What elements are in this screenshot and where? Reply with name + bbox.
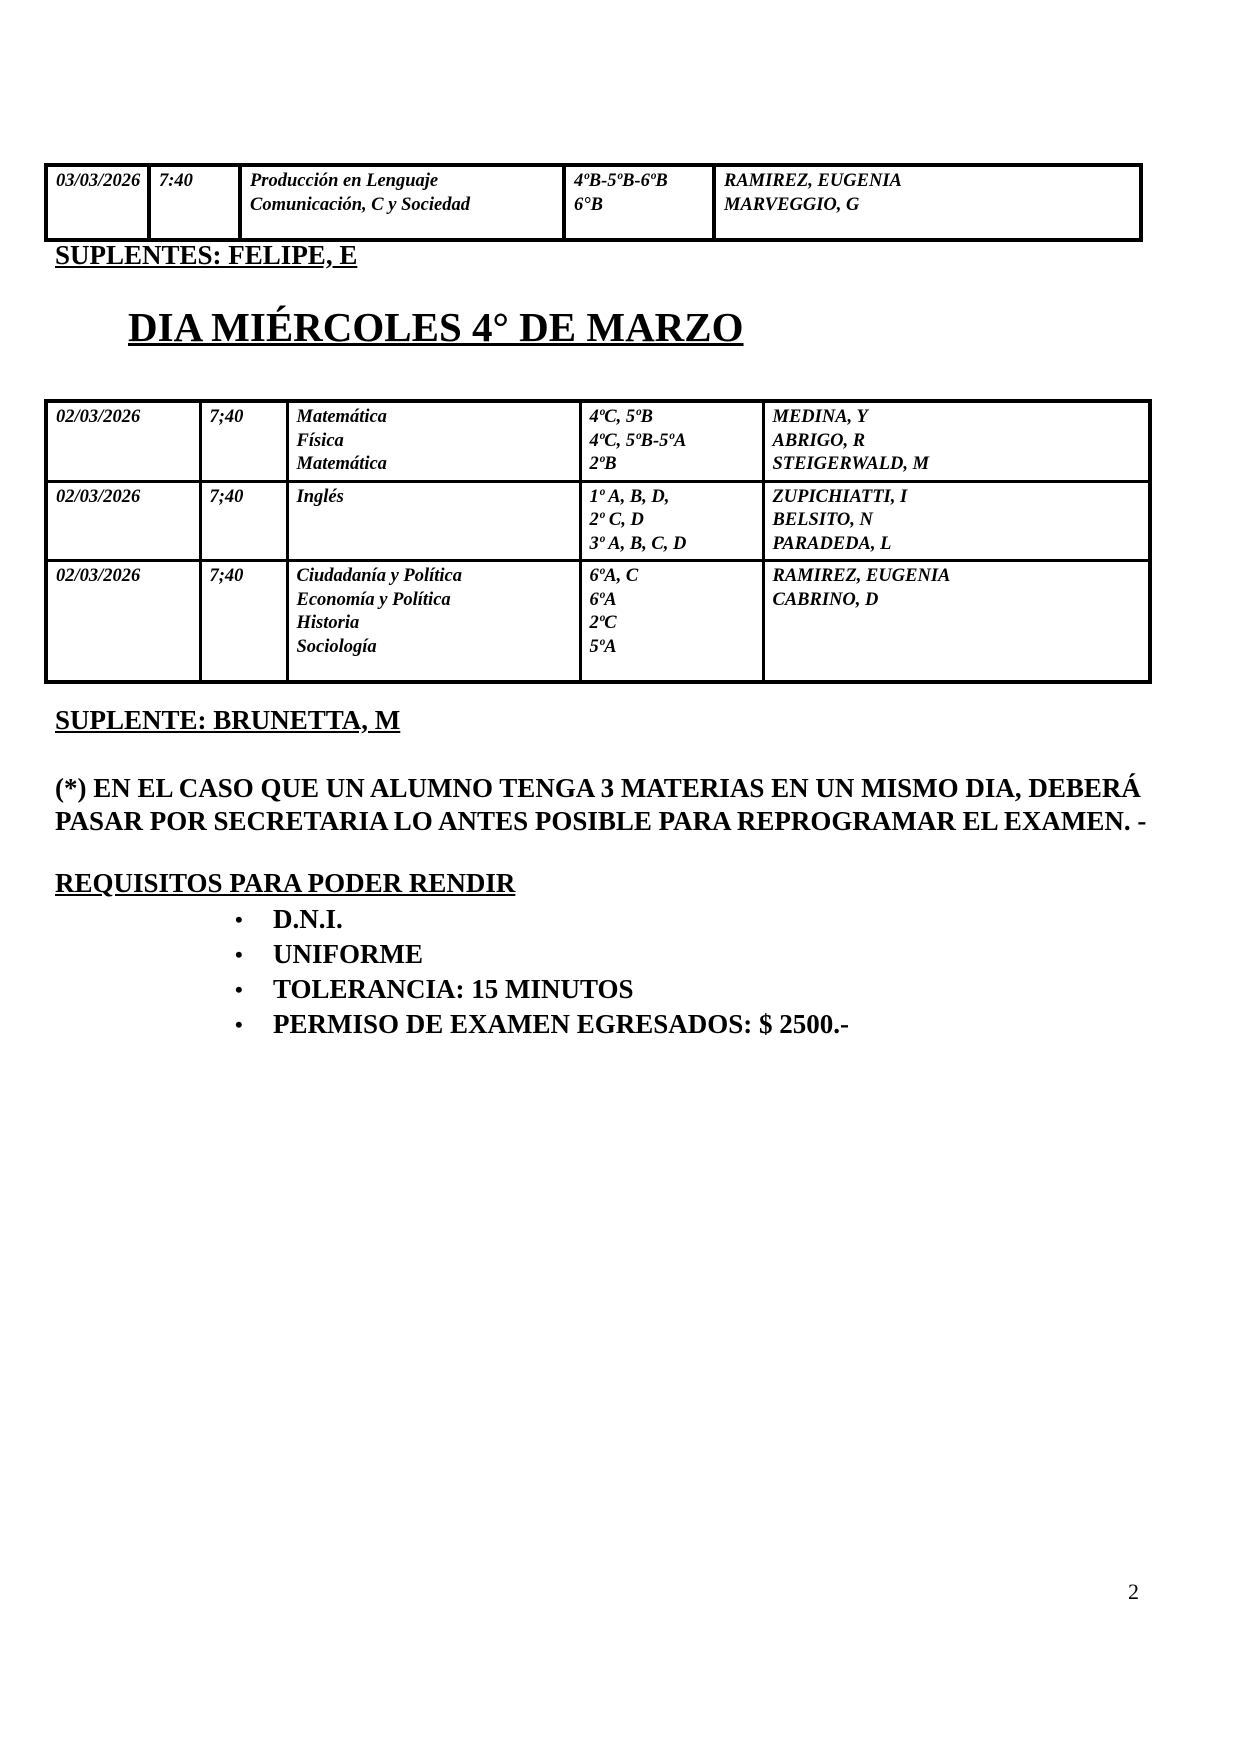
subjects-cell: Matemática Física Matemática	[287, 401, 580, 481]
list-item	[235, 902, 849, 937]
courses-cell: 1º A, B, D, 2º C, D 3º A, B, C, D	[580, 481, 763, 561]
courses-cell: 6ºA, C 6ºA 2ºC 5ºA	[580, 561, 763, 683]
time-cell: 7:40	[149, 165, 240, 240]
requirement-text: TOLERANCIA: 15 MINUTOS	[273, 974, 634, 1004]
list-item	[235, 1007, 849, 1042]
teachers-cell: RAMIREZ, EUGENIA CABRINO, D	[763, 561, 1150, 683]
bullet-icon: •	[235, 1012, 243, 1037]
exam-table-2	[44, 399, 1152, 684]
list-item	[235, 937, 849, 972]
requirements-title: REQUISITOS PARA PODER RENDIR	[55, 868, 516, 898]
courses-cell: 4ºC, 5ºB 4ºC, 5ºB-5ºA 2ºB	[580, 401, 763, 481]
table-row	[46, 401, 1150, 481]
date-cell: 02/03/2026	[46, 561, 200, 683]
requirement-text: D.N.I.	[273, 904, 343, 934]
exam-table-1	[44, 163, 1143, 242]
reschedule-note: (*) EN EL CASO QUE UN ALUMNO TENGA 3 MATERIAS EN UN MISMO DIA, DEBERÁ PASAR POR SECRETARIA LO ANTES POSIBLE PARA REPROGRAMAR EL EXAMEN. -	[55, 773, 1147, 836]
bullet-icon: •	[235, 907, 243, 932]
bullet-icon: •	[235, 977, 243, 1002]
subjects-cell: Producción en Lenguaje Comunicación, C y Sociedad	[240, 165, 564, 240]
subjects-cell: Inglés	[287, 481, 580, 561]
teachers-cell: MEDINA, Y ABRIGO, R STEIGERWALD, M	[763, 401, 1150, 481]
subjects-cell: Ciudadanía y Política Economía y Política Historia Sociología	[287, 561, 580, 683]
table-row	[46, 165, 1141, 240]
requirement-text: UNIFORME	[273, 939, 423, 969]
requirements-list	[235, 902, 849, 1042]
date-cell: 02/03/2026	[46, 401, 200, 481]
time-cell: 7;40	[200, 401, 287, 481]
list-item	[235, 972, 849, 1007]
time-cell: 7;40	[200, 561, 287, 683]
teachers-cell: ZUPICHIATTI, I BELSITO, N PARADEDA, L	[763, 481, 1150, 561]
day-heading: DIA MIÉRCOLES 4° DE MARZO	[128, 304, 744, 350]
date-cell: 03/03/2026	[46, 165, 149, 240]
requirement-text: PERMISO DE EXAMEN EGRESADOS: $ 2500.-	[273, 1009, 850, 1039]
substitute-label: SUPLENTE: BRUNETTA, M	[55, 705, 401, 735]
substitutes-label: SUPLENTES: FELIPE, E	[55, 240, 358, 270]
courses-cell: 4ºB-5ºB-6ºB 6°B	[564, 165, 714, 240]
time-cell: 7;40	[200, 481, 287, 561]
table-row	[46, 561, 1150, 683]
bullet-icon: •	[235, 942, 243, 967]
page-number: 2	[1128, 1579, 1139, 1604]
date-cell: 02/03/2026	[46, 481, 200, 561]
teachers-cell: RAMIREZ, EUGENIA MARVEGGIO, G	[724, 171, 902, 215]
table-row	[46, 481, 1150, 561]
